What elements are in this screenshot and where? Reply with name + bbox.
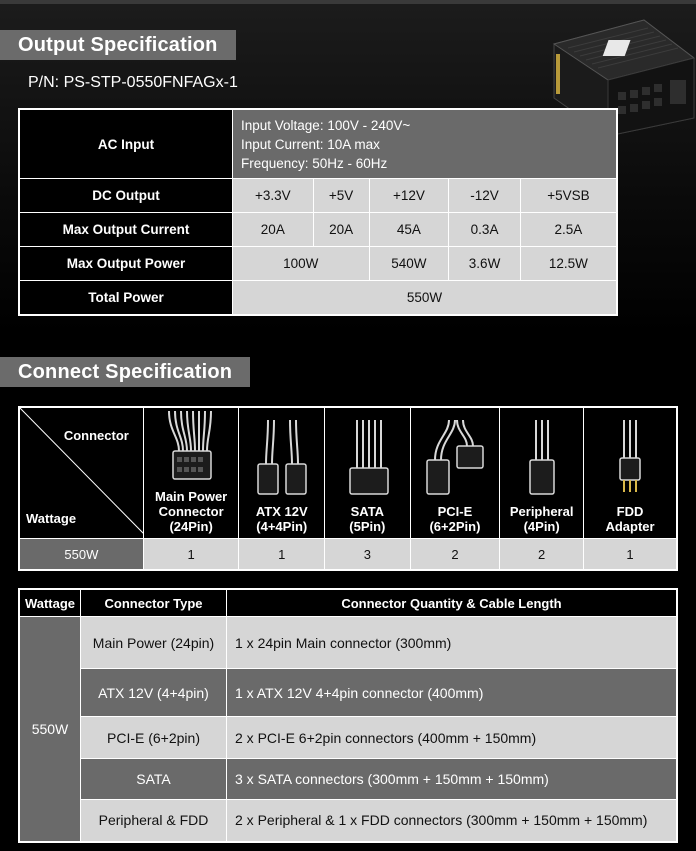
connector-description: 1 x 24pin Main connector (300mm) bbox=[227, 617, 678, 669]
connector-count: 1 bbox=[143, 539, 239, 571]
connector-pins: (4+4Pin) bbox=[256, 519, 308, 534]
connector-name: PCI-E bbox=[437, 504, 473, 519]
output-spec-title: Output Specification bbox=[0, 30, 236, 60]
connector-name: FDD bbox=[616, 504, 644, 519]
header-connector-type: Connector Type bbox=[81, 589, 227, 617]
rail-header: -12V bbox=[449, 179, 521, 213]
rail-header: +5VSB bbox=[520, 179, 617, 213]
part-number: P/N: PS-STP-0550FNFAGx-1 bbox=[28, 74, 238, 91]
connector-name: Peripheral bbox=[509, 504, 574, 519]
total-power-label: Total Power bbox=[19, 281, 233, 316]
connector-count: 2 bbox=[410, 539, 500, 571]
connector-count: 2 bbox=[500, 539, 584, 571]
connector-type: SATA bbox=[81, 759, 227, 800]
connect-spec-title: Connect Specification bbox=[0, 357, 250, 387]
connector-count: 1 bbox=[239, 539, 325, 571]
max-current-value: 20A bbox=[233, 213, 314, 247]
connector-column-atx12v bbox=[239, 407, 325, 539]
cable-length-table bbox=[18, 588, 678, 843]
connector-count: 1 bbox=[584, 539, 677, 571]
total-power-value: 550W bbox=[233, 281, 618, 316]
max-power-combined: 100W bbox=[233, 247, 370, 281]
connector-name: Adapter bbox=[605, 519, 655, 534]
connector-description: 2 x Peripheral & 1 x FDD connectors (300mm + 150mm + 150mm) bbox=[227, 800, 678, 842]
output-spec-table bbox=[18, 108, 618, 316]
connector-pins: (5Pin) bbox=[349, 519, 386, 534]
corner-connector-label: Connector bbox=[63, 428, 129, 443]
max-current-value: 45A bbox=[369, 213, 449, 247]
input-current: Input Current: 10A max bbox=[241, 136, 380, 152]
connector-column-peripheral bbox=[500, 407, 584, 539]
atx12v-cable-icon bbox=[254, 420, 310, 498]
pcie-cable-icon bbox=[423, 420, 487, 498]
connector-type: Main Power (24pin) bbox=[81, 617, 227, 669]
header-quantity-length: Connector Quantity & Cable Length bbox=[227, 589, 678, 617]
max-current-label: Max Output Current bbox=[19, 213, 233, 247]
connector-count: 3 bbox=[325, 539, 411, 571]
rail-header: +5V bbox=[313, 179, 369, 213]
max-power-12v: 540W bbox=[369, 247, 449, 281]
rail-header: +3.3V bbox=[233, 179, 314, 213]
connector-description: 3 x SATA connectors (300mm + 150mm + 150mm) bbox=[227, 759, 678, 800]
sata-cable-icon bbox=[342, 420, 392, 498]
max-current-value: 20A bbox=[313, 213, 369, 247]
connector-pins: (6+2Pin) bbox=[429, 519, 481, 534]
connector-type: PCI-E (6+2pin) bbox=[81, 717, 227, 759]
connector-column-sata bbox=[325, 407, 411, 539]
rail-header: +12V bbox=[369, 179, 449, 213]
max-current-value: 0.3A bbox=[449, 213, 521, 247]
connector-name: Connector bbox=[158, 504, 224, 519]
input-voltage: Input Voltage: 100V - 240V~ bbox=[241, 117, 411, 133]
max-power-label: Max Output Power bbox=[19, 247, 233, 281]
connector-description: 1 x ATX 12V 4+4pin connector (400mm) bbox=[227, 669, 678, 717]
connector-pins: (24Pin) bbox=[169, 519, 213, 534]
connector-column-main-power bbox=[143, 407, 239, 539]
connect-spec-table bbox=[18, 406, 678, 571]
max-power-neg12v: 3.6W bbox=[449, 247, 521, 281]
connector-type: Peripheral & FDD bbox=[81, 800, 227, 842]
fdd-cable-icon bbox=[612, 420, 648, 498]
input-frequency: Frequency: 50Hz - 60Hz bbox=[241, 155, 388, 171]
ac-input-label: AC Input bbox=[19, 109, 233, 179]
connector-description: 2 x PCI-E 6+2pin connectors (400mm + 150mm) bbox=[227, 717, 678, 759]
connector-name: Main Power bbox=[155, 489, 228, 504]
cable-wattage: 550W bbox=[19, 617, 81, 842]
wattage-value: 550W bbox=[19, 539, 143, 571]
connector-type: ATX 12V (4+4pin) bbox=[81, 669, 227, 717]
connector-pins: (4Pin) bbox=[523, 519, 560, 534]
peripheral-cable-icon bbox=[522, 420, 562, 498]
max-current-value: 2.5A bbox=[520, 213, 617, 247]
max-power-5vsb: 12.5W bbox=[520, 247, 617, 281]
ac-input-values bbox=[233, 109, 618, 179]
header-wattage: Wattage bbox=[19, 589, 81, 617]
connector-name: ATX 12V bbox=[255, 504, 308, 519]
atx-24pin-cable-icon bbox=[161, 411, 221, 483]
corner-wattage-label: Wattage bbox=[26, 511, 77, 526]
connector-column-fdd bbox=[584, 407, 677, 539]
connector-name: SATA bbox=[350, 504, 385, 519]
connector-wattage-corner bbox=[19, 407, 143, 539]
connector-column-pcie bbox=[410, 407, 500, 539]
dc-output-label: DC Output bbox=[19, 179, 233, 213]
